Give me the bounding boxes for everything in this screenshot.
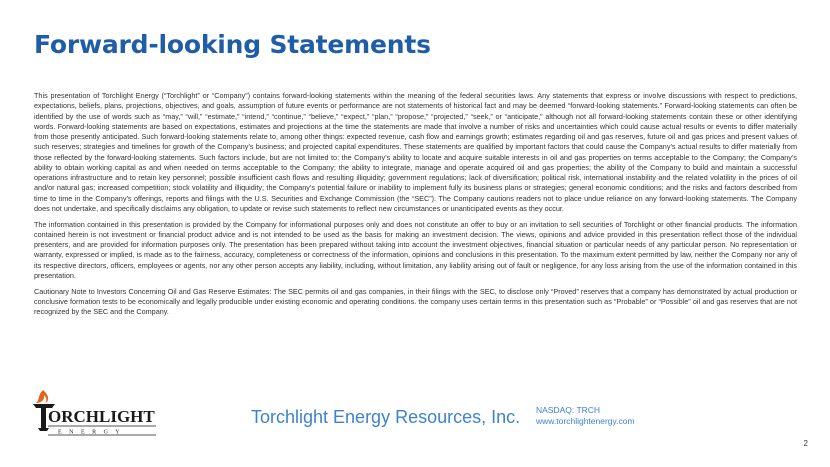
torchlight-logo (28, 388, 168, 438)
ticker-label: NASDAQ: TRCH (536, 405, 601, 415)
logo-tagline: E N E R G Y (58, 429, 123, 436)
page-number: 2 (803, 439, 808, 448)
paragraph-forward-looking: This presentation of Torchlight Energy (“Torchlight” or “Company”) contains forward-looking statements within the meaning of the federal securities laws. Any statements that express or involve discussions with respect to predictions, expectations, beliefs, plans, projections, objectives, and goals, assumption of future events or performance are not statements of historical fact and may be deemed “forward-looking statements.” Forward-looking statements can often be identified by the use of words such as “may,” “will,” “estimate,” “intend,” “continue,” “believe,” “expect,” “plan,” “propose,” “projected,” “seek,” or “anticipate,” although not all forward-looking statements contain these or other identifying words. Forward-looking statements are based on expectations, estimates and projections at the time the statements are made that involve a number of risks and uncertainties which could cause actual results or events to differ materially from those presently anticipated. Such forward-looking statements relate to, among other things: expected revenue, cash flow and earnings growth; estimates regarding oil and gas reserves, future oil and gas prices and present values of such reserves; strategies and timelines for growth of the Company’s business; and projected capital expenditures. These statements are qualified by important factors that could cause the Company’s actual results to differ materially from those reflected by the forward-looking statements. Such factors include, but are not limited to: the Company’s ability to locate and acquire suitable interests in oil and gas properties on terms acceptable to the Company; the Company’s ability to obtain working capital as and when needed on terms acceptable to the Company; the ability to integrate, manage and operate acquired oil and gas properties; the ability of the Company to build and maintain a successful operations infrastructure and to retain key personnel; possible insufficient cash flows and resulting illiquidity; government regulations; lack of diversification; political risk, international instability and the related volatility in the prices of oil and/or natural gas; increased competition; stock volatility and illiquidity; the Company’s potential failure or inability to implement fully its business plans or strategies; general economic conditions; and the risks and factors described from time to time in the Company’s offerings, reports and filings with the U.S. Securities and Exchange Commission (the “SEC”). The Company cautions readers not to place undue reliance on any forward-looking statements. The Company does not undertake, and specifically disclaims any obligation, to update or revise such statements to reflect new circumstances or unanticipated events as they occur. (34, 91, 797, 213)
paragraph-information: The information contained in this presentation is provided by the Company for informational purposes only and does not constitute an offer to buy or an invitation to sell securities of Torchlight or other financial products. The information contained herein is not investment or financial product advice and is not intended to be used as the basis for making an investment decision. The views, opinions and advice provided in this presentation reflect those of the individual presenters, and are provided for information purposes only. The presentation has been prepared without taking into account the investment objectives, financial situation or particular needs of any particular person. No representation or warranty, expressed or implied, is made as to the fairness, accuracy, completeness or correctness of the information, opinions and conclusions in this presentation. To the maximum extent permitted by law, neither the Company nor any of its respective directors, officers, employees or agents, nor any other person accepts any liability, including, without limitation, any liability arising out of fault or negligence, for any loss arising from the use of the information contained in this presentation. (34, 219, 797, 280)
contact-block (536, 405, 635, 427)
disclaimer-body (34, 91, 797, 323)
torch-flame-icon (36, 390, 48, 403)
company-name: Torchlight Energy Resources, Inc. (251, 407, 521, 427)
website-link[interactable]: www.torchlightenergy.com (536, 416, 635, 426)
page-title: Forward-looking Statements (34, 30, 431, 59)
logo-wordmark: ORCHLIGHT (48, 407, 155, 426)
paragraph-cautionary-note: Cautionary Note to Investors Concerning Oil and Gas Reserve Estimates: The SEC permits oil and gas companies, in their filings with the SEC, to disclose only “Proved” reserves that a company has demonstrated by actual production or conclusive formation tests to be economically and legally producible under existing economic and operating conditions. the company uses certain terms in this presentation such as “Probable” or “Possible” oil and gas reserves that are not recognized by the SEC and the Company. (34, 286, 797, 316)
torch-handle-icon (41, 408, 46, 428)
